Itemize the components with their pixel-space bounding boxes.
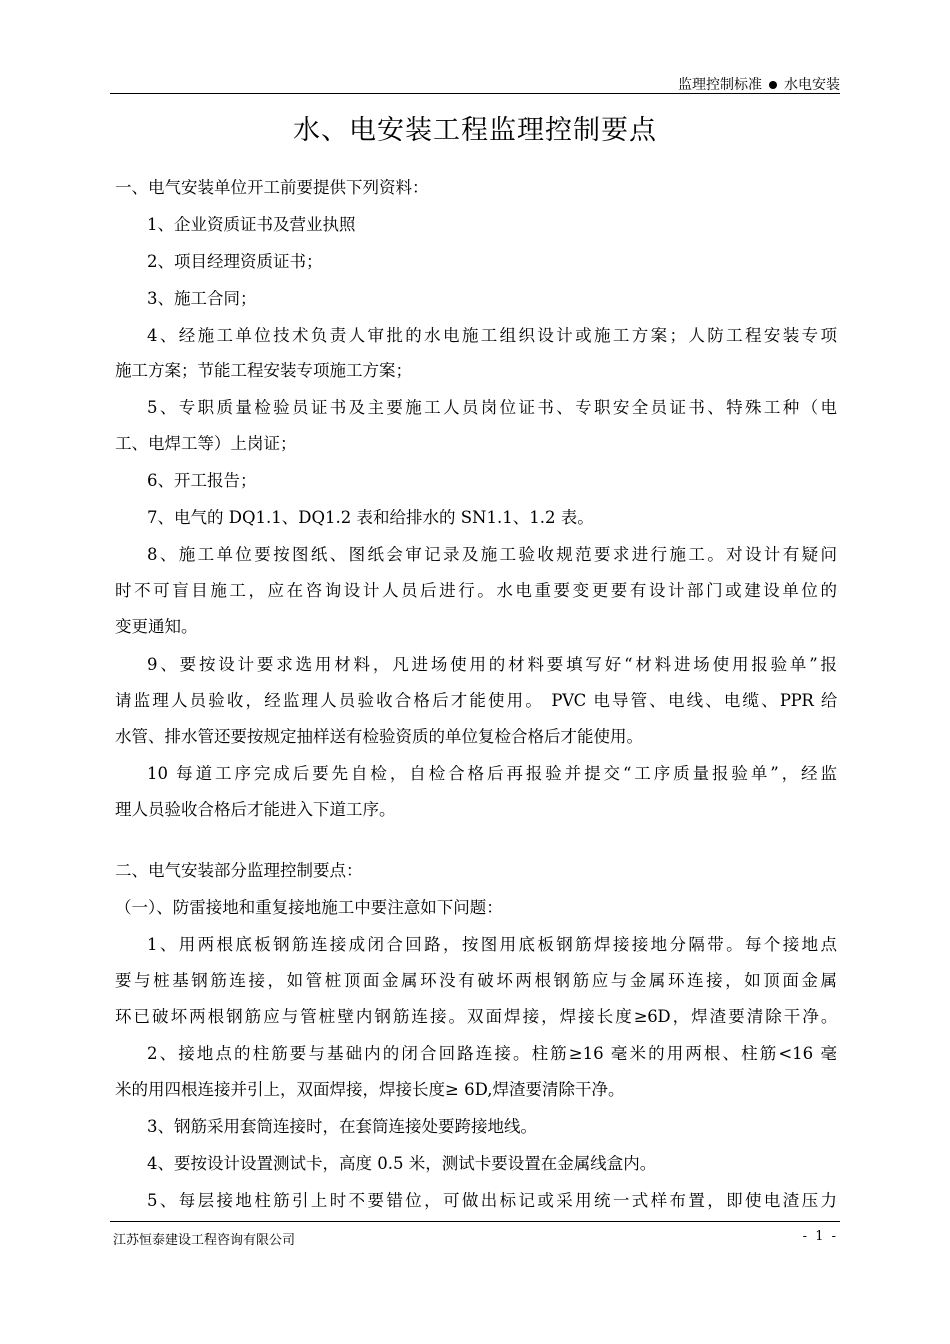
section1-item7: 7、电气的 DQ1.1、DQ1.2 表和给排水的 SN1.1、1.2 表。 (147, 508, 594, 527)
footer-company: 江苏恒泰建设工程咨询有限公司 (113, 1233, 296, 1248)
header-category: 监理控制标准 (678, 77, 762, 93)
header-rule (110, 93, 840, 94)
section1-heading: 一、电气安装单位开工前要提供下列资料： (115, 178, 429, 197)
section1-item10-line1: 10 每道工序完成后要先自检，自检合格后再报验并提交“工序质量报验单”，经监 (147, 764, 837, 783)
section1-item1: 1、企业资质证书及营业执照 (147, 215, 356, 234)
section1-item6: 6、开工报告； (147, 471, 257, 490)
section1-item10-line2: 理人员验收合格后才能进入下道工序。 (115, 800, 396, 819)
section2-p2-line1: 2、接地点的柱筋要与基础内的闭合回路连接。柱筋≥16 毫米的用两根、柱筋<16 毫 (147, 1044, 837, 1063)
section2-p4: 4、要按设计设置测试卡，高度 0.5 米，测试卡要设置在金属线盒内。 (147, 1154, 657, 1173)
section1-item3: 3、施工合同； (147, 289, 257, 308)
section2-p1-line3: 环已破坏两根钢筋应与管桩壁内钢筋连接。双面焊接，焊接长度≥6D，焊渣要清除干净。 (115, 1007, 837, 1026)
section1-item9-line3: 水管、排水管还要按规定抽样送有检验资质的单位复检合格后才能使用。 (115, 727, 643, 746)
section1-item5-line2: 工、电焊工等）上岗证； (115, 434, 297, 453)
section2-p5-line1: 5、每层接地柱筋引上时不要错位，可做出标记或采用统一式样布置，即使电渣压力 (147, 1191, 837, 1210)
section1-item4-line1: 4、经施工单位技术负责人审批的水电施工组织设计或施工方案；人防工程安装专项 (147, 326, 837, 345)
section2-p3: 3、钢筋采用套筒连接时，在套筒连接处要跨接地线。 (147, 1117, 537, 1136)
section1-item2: 2、项目经理资质证书； (147, 252, 323, 271)
bullet-dot-icon (769, 81, 777, 89)
footer-rule (110, 1221, 840, 1222)
section1-item9-line1: 9、要按设计要求选用材料，凡进场使用的材料要填写好“材料进场使用报验单”报 (147, 655, 837, 674)
page-number: - 1 - (802, 1229, 838, 1244)
section2-heading: 二、电气安装部分监理控制要点： (115, 861, 363, 880)
section2-sub1-heading: （一）、防雷接地和重复接地施工中要注意如下问题： (115, 898, 503, 917)
section1-item8-line2: 时不可盲目施工，应在咨询设计人员后进行。水电重要变更要有设计部门或建设单位的 (115, 581, 837, 600)
section1-item8-line3: 变更通知。 (115, 617, 198, 636)
section2-p1-line2: 要与桩基钢筋连接，如管桩顶面金属环没有破坏两根钢筋应与金属环连接，如顶面金属 (115, 971, 837, 990)
section1-item4-line2: 施工方案；节能工程安装专项施工方案； (115, 361, 412, 380)
section2-p2-line2: 米的用四根连接并引上，双面焊接，焊接长度≥ 6D,焊渣要清除干净。 (115, 1080, 625, 1099)
section1-item8-line1: 8、施工单位要按图纸、图纸会审记录及施工验收规范要求进行施工。对设计有疑问 (147, 545, 837, 564)
running-header (678, 74, 840, 94)
header-subcategory: 水电安装 (784, 77, 840, 93)
section1-item9-line2: 请监理人员验收，经监理人员验收合格后才能使用。 PVC 电导管、电线、电缆、PPR 给 (115, 691, 837, 710)
section1-item5-line1: 5、专职质量检验员证书及主要施工人员岗位证书、专职安全员证书、特殊工种（电 (147, 398, 837, 417)
section2-p1-line1: 1、用两根底板钢筋连接成闭合回路，按图用底板钢筋焊接接地分隔带。每个接地点 (147, 935, 837, 954)
document-title: 水、电安装工程监理控制要点 (293, 115, 657, 146)
